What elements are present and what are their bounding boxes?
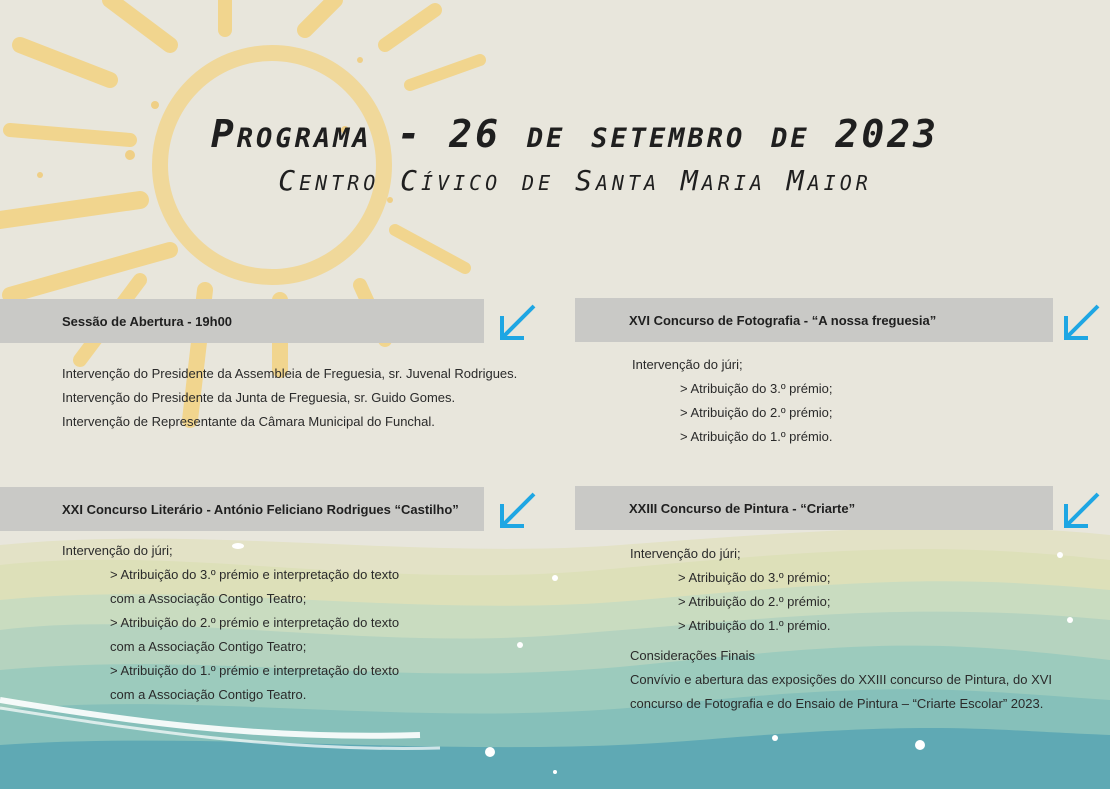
sun-illustration	[0, 0, 480, 420]
list-item: Intervenção do Presidente da Assembleia de Freguesia, sr. Juvenal Rodrigues.	[62, 366, 518, 381]
list-item: > Atribuição do 3.º prémio;	[678, 570, 831, 585]
list-item: > Atribuição do 3.º prémio e interpretação do texto	[110, 567, 400, 582]
list-item: > Atribuição do 1.º prémio.	[680, 429, 833, 444]
list-item: Intervenção do Presidente da Junta de Freguesia, sr. Guido Gomes.	[62, 390, 456, 405]
list-item: > Atribuição do 2.º prémio;	[678, 594, 831, 609]
section-heading-pintura	[575, 486, 1053, 530]
list-item: com a Associação Contigo Teatro.	[110, 687, 307, 702]
arrow-down-left-icon	[498, 302, 538, 342]
list-item: Intervenção do júri;	[62, 543, 173, 558]
list-item: com a Associação Contigo Teatro;	[110, 639, 307, 654]
list-item: com a Associação Contigo Teatro;	[110, 591, 307, 606]
arrow-down-left-icon	[1062, 302, 1102, 342]
arrow-down-left-icon	[498, 490, 538, 530]
list-item: Intervenção de Representante da Câmara Municipal do Funchal.	[62, 414, 435, 429]
list-item: Convívio e abertura das exposições do XXIII concurso de Pintura, do XVI	[630, 672, 1053, 687]
section-literario-body	[62, 539, 399, 707]
section-heading-abertura-label: Sessão de Abertura - 19h00	[62, 313, 233, 329]
section-heading-pintura-label: XXIII Concurso de Pintura - “Criarte”	[629, 500, 856, 516]
section-heading-literario	[0, 487, 484, 531]
section-heading-fotografia-label: XVI Concurso de Fotografia - “A nossa freguesia”	[629, 312, 937, 328]
page-subtitle: Centro Cívico de Santa Maria Maior	[278, 164, 872, 197]
list-item: > Atribuição do 1.º prémio e interpretação do texto	[110, 663, 400, 678]
section-fotografia-body	[632, 353, 833, 449]
list-item: Considerações Finais	[630, 648, 756, 663]
list-item: > Atribuição do 3.º prémio;	[680, 381, 833, 396]
list-item: concurso de Fotografia e do Ensaio de Pintura – “Criarte Escolar” 2023.	[630, 696, 1044, 711]
section-heading-abertura	[0, 299, 484, 343]
list-item: > Atribuição do 2.º prémio e interpretação do texto	[110, 615, 400, 630]
section-heading-literario-label: XXI Concurso Literário - António Feliciano Rodrigues “Castilho”	[62, 501, 459, 517]
list-item: > Atribuição do 1.º prémio.	[678, 618, 831, 633]
section-pintura-body	[630, 542, 1052, 716]
list-item: Intervenção do júri;	[632, 357, 743, 372]
section-heading-fotografia	[575, 298, 1053, 342]
section-abertura-body	[62, 362, 517, 434]
list-item: > Atribuição do 2.º prémio;	[680, 405, 833, 420]
arrow-down-left-icon	[1062, 490, 1102, 530]
list-item: Intervenção do júri;	[630, 546, 741, 561]
page-title: Programa - 26 de setembro de 2023	[210, 112, 940, 156]
